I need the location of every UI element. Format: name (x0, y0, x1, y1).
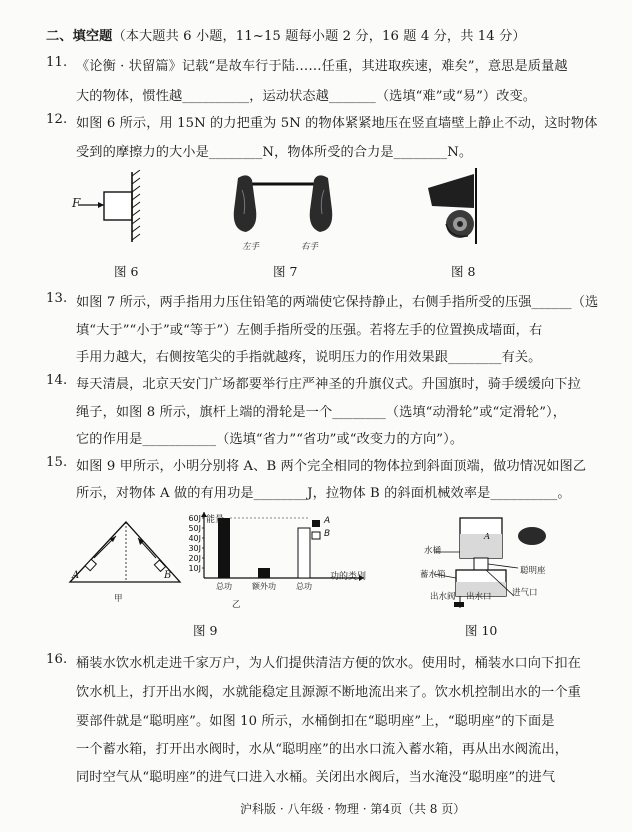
q11-line1: 《论衡 · 状留篇》记载“是故车行于陆……任重，其进取疾速，难矣”，意思是质量越 (76, 59, 568, 74)
q16-number: 16. (46, 652, 68, 667)
q14-line1: 每天清晨，北京天安门广场都要举行庄严神圣的升旗仪式。升国旗时，骑手缓缓向下拉 (76, 377, 581, 392)
figure-6 (70, 170, 150, 252)
fig9-label-b: B (164, 570, 172, 581)
bar-a (258, 568, 270, 578)
q13-line1: 如图 7 所示，两手指用力压住铅笔的两端使它保持静止，右侧手指所受的压强______（选 (76, 295, 599, 310)
fig6-force-label: F (72, 196, 81, 210)
category-label: 额外功 (252, 582, 276, 591)
section-heading-line (46, 25, 526, 44)
fig7-right-hand-label: 右手 (301, 242, 319, 252)
legend-swatch-b (312, 532, 320, 539)
bar-a (218, 518, 230, 578)
category-label: 总功 (216, 582, 232, 591)
q14-line3: 它的作用是___________（选填“省力”“省功”或“改变力的方向”）。 (76, 432, 464, 447)
q12-line2: 受到的摩擦力的大小是________N，物体所受的合力是________N。 (76, 145, 473, 160)
fig10-outlet-valve-label: 出水阀 (430, 592, 456, 602)
fig9-y-axis-label: 能量 (206, 515, 225, 525)
q15-line1: 如图 9 甲所示，小明分别将 A、B 两个完全相同的物体拉到斜面顶端，做功情况如图乙 (76, 459, 587, 474)
q12-number: 12. (46, 112, 68, 127)
q14-number: 14. (46, 373, 68, 388)
page-footer: 沪科版 · 八年级 · 物理 · 第4页（共 8 页） (240, 802, 466, 816)
q11-number: 11. (46, 55, 68, 70)
fig9-x-axis-label: 功的类别 (330, 572, 367, 582)
legend-swatch-a (312, 520, 320, 527)
fig6-caption: 图 6 (114, 264, 139, 279)
fig10-label-a: A (484, 532, 491, 542)
fig9-legend (310, 518, 324, 542)
q15-line2: 所示，对物体 A 做的有用功是________J，拉物体 B 的斜面机械效率是__________。 (76, 486, 571, 501)
fig8-caption: 图 8 (451, 264, 476, 279)
fig9-caption: 图 9 (193, 623, 218, 638)
fig9-yi-label: 乙 (232, 600, 241, 610)
q16-line2: 饮水机上，打开出水阀，水就能稳定且源源不断地流出来了。饮水机控制出水的一个重 (76, 685, 581, 700)
fig7-caption: 图 7 (273, 264, 298, 279)
fig10-air-inlet-label: 进气口 (512, 588, 538, 598)
fig7-left-hand-label: 左手 (242, 242, 260, 252)
fig9-jia-label: 甲 (114, 594, 123, 604)
y-tick-label: 60J (188, 514, 201, 523)
q12-line1: 如图 6 所示，用 15N 的力把重为 5N 的物体紧紧地压在竖直墙壁上静止不动，这时物体 (76, 116, 598, 131)
figure-7 (228, 170, 338, 236)
q16-line3: 要部件就是“聪明座”。如图 10 所示，水桶倒扣在“聪明座”上，“聪明座”的下面是 (76, 714, 555, 729)
fig10-outlet-label: 出水口 (466, 592, 492, 602)
bar-b (298, 528, 310, 578)
fig10-caption: 图 10 (465, 623, 498, 638)
figure-8 (420, 166, 500, 246)
q11-line2: 大的物体，惯性越__________，运动状态越_______（选填“难”或“易”）改变。 (76, 89, 537, 104)
q14-line2: 绳子，如图 8 所示，旗杆上端的滑轮是一个________（选填“动滑轮”或“定滑轮”）， (76, 405, 567, 420)
q16-line1: 桶装水饮水机走进千家万户，为人们提供清洁方便的饮水。使用时，桶装水口向下扣在 (76, 656, 581, 671)
q13-number: 13. (46, 291, 68, 306)
y-tick-label: 40J (188, 534, 201, 543)
fig10-water-bucket-label: 水桶 (424, 546, 442, 556)
q16-line5: 同时空气从“聪明座”的进气口进入水桶。关闭出水阀后，当水淹没“聪明座”的进气 (76, 770, 556, 785)
fig9-label-a: A (72, 570, 80, 581)
legend-label-a: A (324, 516, 331, 526)
y-tick-label: 30J (188, 544, 201, 553)
section-note: （本大题共 6 小题，11~15 题每小题 2 分，16 题 4 分，共 14 分） (112, 29, 526, 44)
q13-line3: 手用力越大，右侧按笔尖的手指就越疼，说明压力的作用效果跟________有关。 (76, 350, 542, 365)
fig10-smart-seat-label: 聪明座 (520, 566, 546, 576)
category-label: 总功 (296, 582, 312, 591)
y-tick-label: 50J (188, 524, 201, 533)
y-tick-label: 20J (188, 554, 201, 563)
y-tick-label: 10J (188, 564, 201, 573)
legend-label-b: B (324, 529, 331, 539)
fig10-storage-tank-label: 蓄水箱 (420, 570, 446, 580)
section-heading: 二、填空题 (46, 29, 113, 44)
q15-number: 15. (46, 455, 68, 470)
q13-line2: 填“大于”“小于”或“等于”）左侧手指所受的压强。若将左手的位置换成墙面，右 (76, 323, 543, 338)
q16-line4: 一个蓄水箱，打开出水阀时，水从“聪明座”的出水口流入蓄水箱，再从出水阀流出， (76, 742, 569, 757)
